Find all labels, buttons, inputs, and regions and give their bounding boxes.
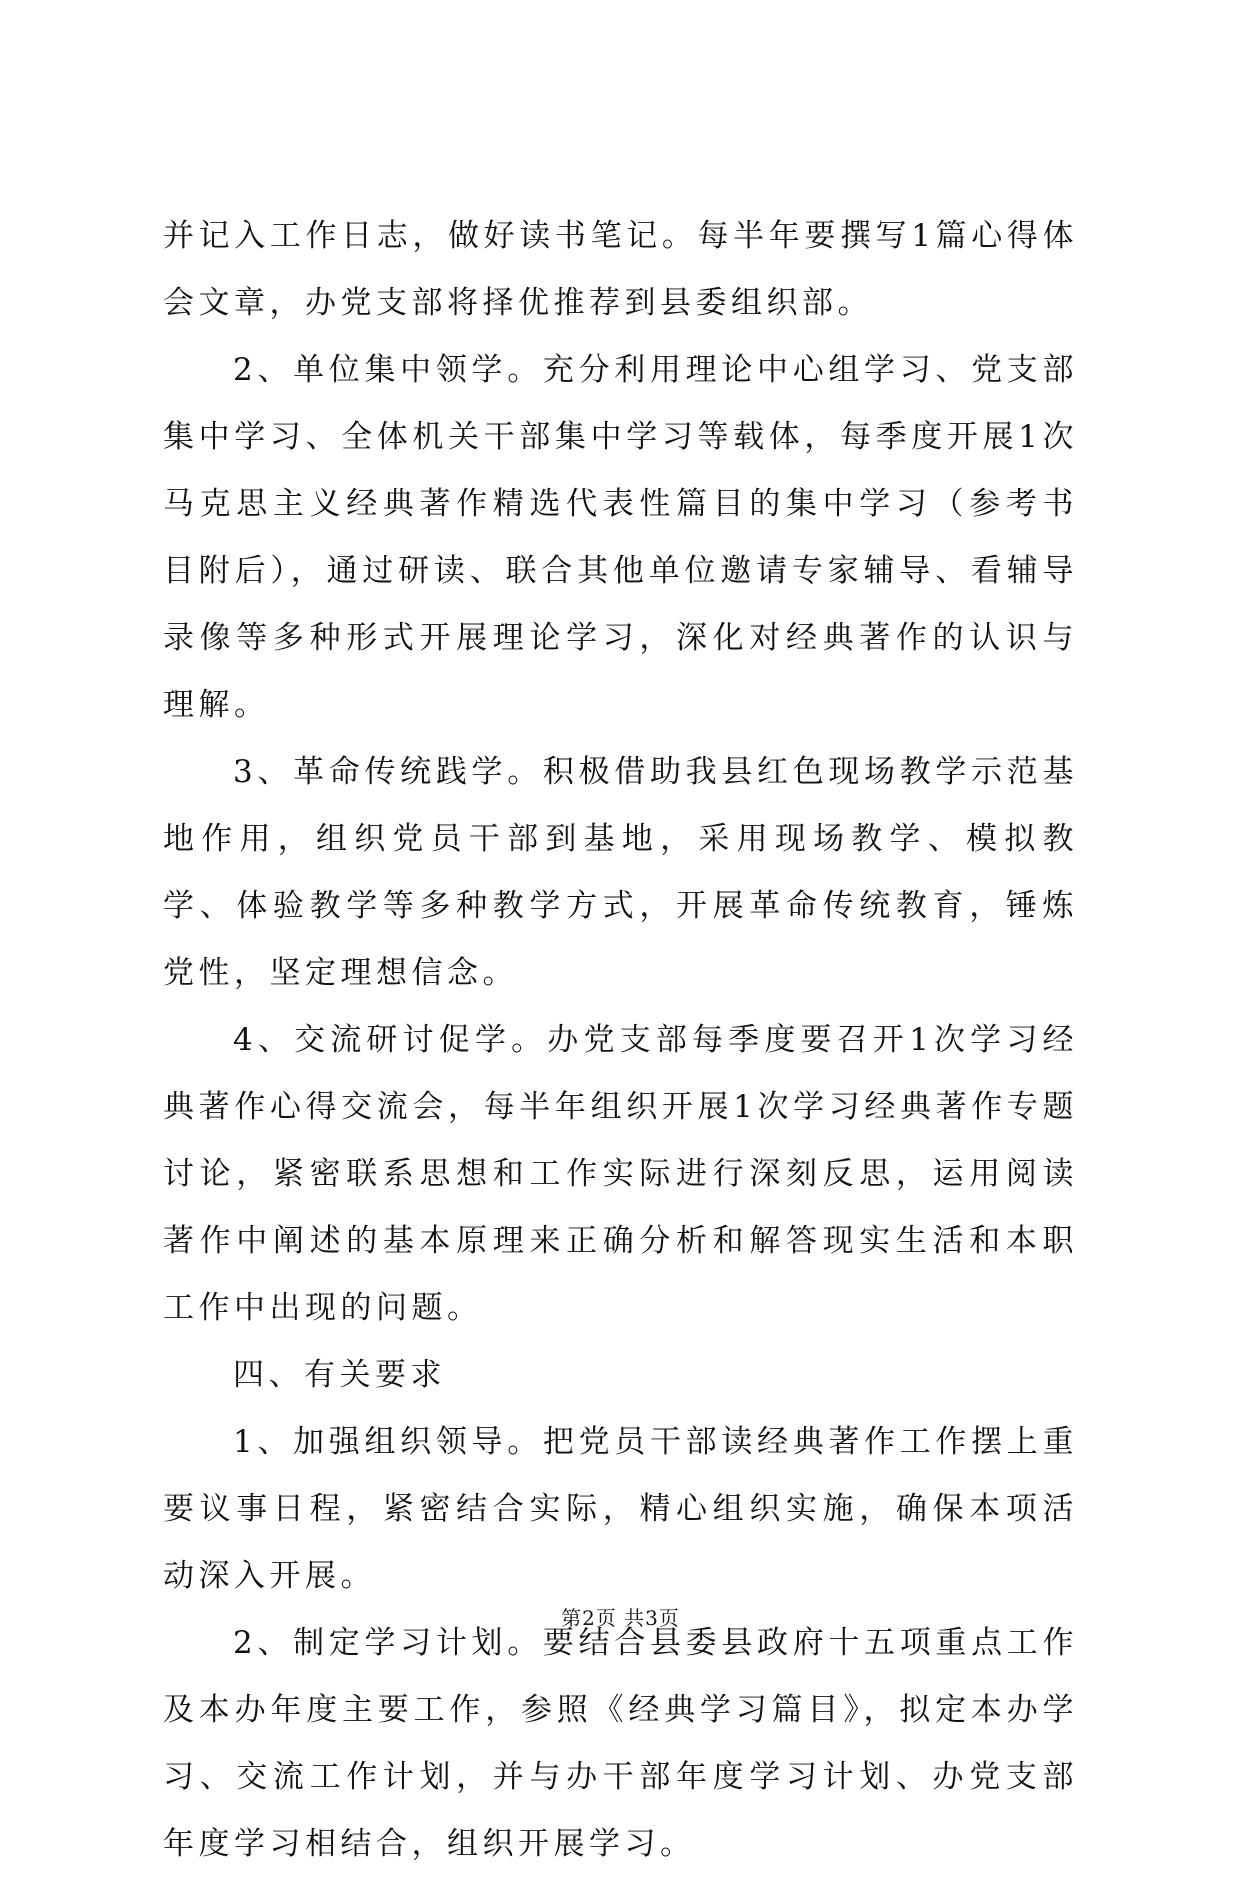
paragraph-continued: 并记入工作日志，做好读书笔记。每半年要撰写1篇心得体会文章，办党支部将择优推荐到县委组织部。 (163, 218, 1078, 321)
paragraph-study-plan: 2、制定学习计划。要结合县委县政府十五项重点工作及本办年度主要工作，参照《经典学习篇目》，拟定本办学习、交流工作计划，并与办干部年度学习计划、办党支部年度学习相结合，组织开展学习。 (163, 1625, 1078, 1862)
paragraph-organization-leadership: 1、加强组织领导。把党员干部读经典著作工作摆上重要议事日程，紧密结合实际，精心组织实施，确保本项活动深入开展。 (163, 1424, 1078, 1594)
paragraph-exchange-discussion: 4、交流研讨促学。办党支部每季度要召开1次学习经典著作心得交流会，每半年组织开展1次学习经典著作专题讨论，紧密联系思想和工作实际进行深刻反思，运用阅读著作中阐述的基本原理来正确分析和解答现实生活和本职工作中出现的问题。 (163, 1022, 1078, 1326)
paragraph-unit-study: 2、单位集中领学。充分利用理论中心组学习、党支部集中学习、全体机关干部集中学习等载体，每季度开展1次马克思主义经典著作精选代表性篇目的集中学习（参考书目附后），通过研读、联合其他单位邀请专家辅导、看辅导录像等多种形式开展理论学习，深化对经典著作的认识与理解。 (163, 352, 1078, 723)
section-heading-requirements: 四、有关要求 (233, 1357, 446, 1393)
paragraph-revolution-tradition: 3、革命传统践学。积极借助我县红色现场教学示范基地作用，组织党员干部到基地，采用现场教学、模拟教学、体验教学等多种教学方式，开展革命传统教育，锤炼党性，坚定理想信念。 (163, 754, 1078, 991)
page-footer: 第2页 共3页 (561, 1606, 680, 1630)
